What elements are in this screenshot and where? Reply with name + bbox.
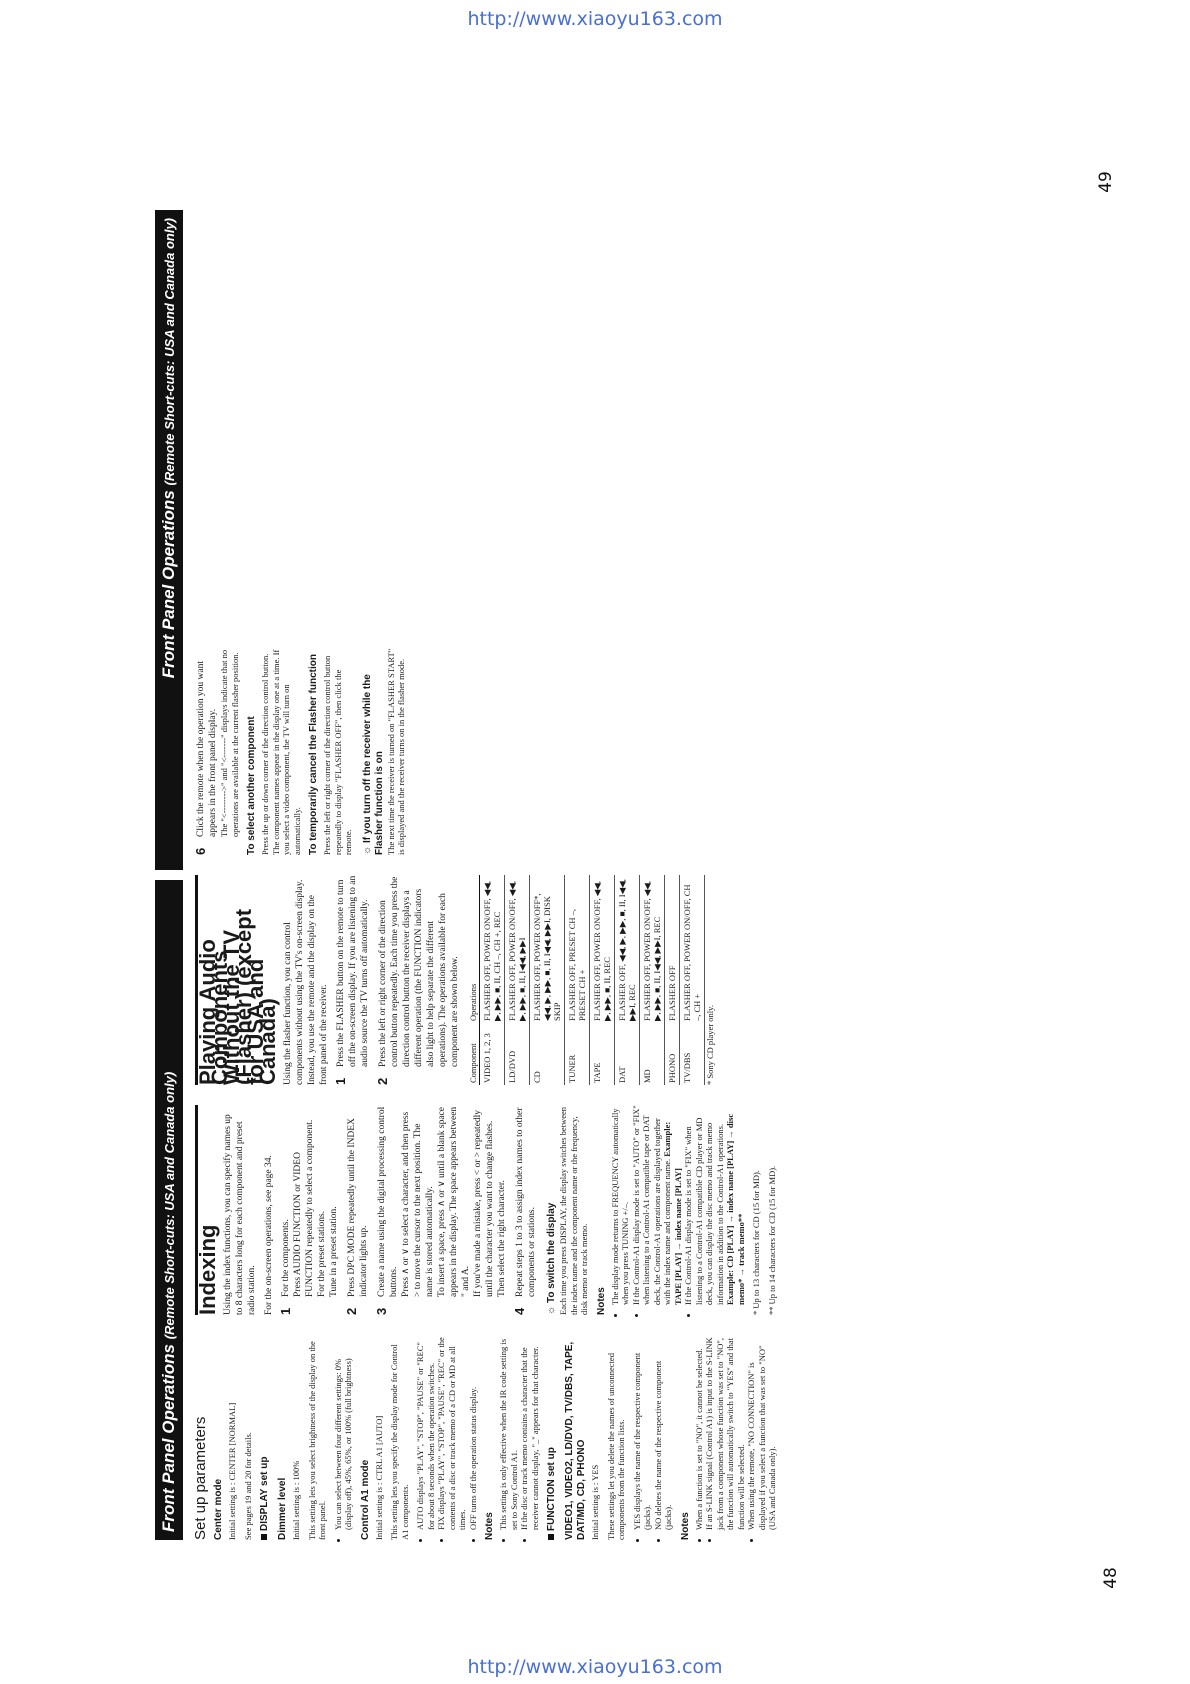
step-1-d: Tune in a preset station.	[329, 1206, 339, 1297]
square-bullet-icon	[261, 1534, 267, 1540]
step-2: 2 Press the left or right corner of the direction control button repeatedly. Each time you press the direction control button the receiver displays a different operation (the FUNCTION indicators also light to help separate the different operations). The operations available for each component are shown below.	[375, 876, 460, 1085]
function-list: VIDEO1, VIDEO2, LD/DVD, TV/DBS, TAPE, DAT/MD, CD, PHONO	[564, 1341, 587, 1540]
note-item: • If the Control-A1 display mode is set to "FIX" when listening to a Control-A1 compatible CD player or MD deck, you can display the disc memo and track memo information in addition to the Control-A1 operations. Example: CD [PLAY] → index name [PLAY] → disc memo* → track memo**	[683, 1105, 746, 1305]
bottom-url[interactable]: http://www.xiaoyu163.com	[467, 1656, 723, 1678]
note-item: • The display mode returns to FREQUENCY automatically when you press TUNING +/–.	[610, 1105, 631, 1305]
note-item: • When a function is set to "NO", it cannot be selected.	[694, 1335, 705, 1530]
banner-right-sub: (Remote Short-cuts: USA and Canada only)	[162, 218, 177, 486]
step-2: 2 Press DPC MODE repeatedly until the INDEX indicator lights up.	[344, 1118, 369, 1315]
indexing-heading: Indexing	[195, 1105, 214, 1315]
notes-heading: Notes	[484, 1512, 495, 1540]
component-cell: PHONO	[665, 1023, 680, 1085]
table-footnote: * Sony CD player only.	[705, 1005, 715, 1085]
table-header: Operations	[467, 875, 480, 1023]
square-bullet-icon	[548, 1534, 554, 1540]
component-cell: TAPE	[590, 1023, 615, 1085]
table-row	[530, 875, 565, 1085]
table-row	[615, 875, 640, 1085]
note-item: • If an S-LINK signal (Control A1) is input to the S-LINK jack from a component whose function was set to "NO", the function will automatically switch to "YES" and that function will be selected.	[704, 1335, 746, 1530]
cancel-flasher-heading: To temporarily cancel the Flasher function	[308, 654, 319, 855]
note-item: • This setting is only effective when the IR code setting is set to Sony Control A1.	[498, 1335, 519, 1530]
operations-cell: FLASHER OFF, POWER ON/OFF*, ◀◀, ▶, ▶▶, ■, II, I◀◀, ▶▶I, DISK SKIP	[530, 875, 565, 1023]
operations-cell: FLASHER OFF, ◀◀, ▶, ▶▶, ■, II, I◀◀, ▶▶I, REC	[615, 875, 640, 1023]
control-a1-off: • OFF turns off the operation status display.	[468, 1335, 479, 1530]
table-row	[665, 875, 680, 1085]
table-row	[505, 875, 530, 1085]
control-a1-desc: This setting lets you specify the display mode for Control A1 components.	[389, 1344, 410, 1540]
operations-cell: FLASHER OFF, POWER ON/OFF, CH –, CH +	[680, 875, 705, 1023]
cancel-flasher-body: Press the left or right corner of the direction control button repeatedly to display "FLASHER OFF", then click the remote.	[322, 655, 353, 855]
column-setup-parameters	[192, 1335, 783, 1540]
step-1-b: Press AUDIO FUNCTION or VIDEO FUNCTION repeatedly to select a component.	[293, 1119, 315, 1297]
page-number-right: 49	[1095, 171, 1116, 193]
flasher-intro: Using the flasher function, you can control components without using the TV's on-screen display. Instead, you use the remote and the display on the front panel of the receiver.	[283, 879, 329, 1085]
function-yes: • YES displays the name of the respective component (jacks).	[632, 1335, 653, 1530]
operations-cell: FLASHER OFF, POWER ON/OFF, ◀◀, ▶, ▶▶, ■, II, I◀◀, ▶▶I, REC	[640, 875, 665, 1023]
dimmer-initial: Initial setting is : 100%	[291, 1460, 301, 1540]
operations-cell: FLASHER OFF, POWER ON/OFF, ◀◀, ▶, ▶▶, ■, II, REC	[590, 875, 615, 1023]
select-component-body: Press the up or down corner of the direction control button. The component names appear in the display one at a time. If you select a video component, the TV will turn on automatically.	[260, 649, 302, 855]
indexing-intro: Using the index functions, you can specify names up to 8 characters long for each component and preset radio station.	[223, 1114, 257, 1315]
function-desc: These settings let you delete the names of unconnected components from the function lists.	[605, 1353, 626, 1540]
function-initial: Initial setting is : YES	[590, 1464, 600, 1540]
center-mode-heading: Center mode	[213, 1478, 224, 1540]
component-cell: TV/DBS	[680, 1023, 705, 1085]
function-setup-heading: FUNCTION set up	[546, 1335, 558, 1540]
step-1: 1 For the components. Press AUDIO FUNCTION or VIDEO FUNCTION repeatedly to select a component. For the preset stations. Tune in a preset station.	[280, 1105, 340, 1315]
step-3: 3 Create a name using the digital processing control buttons. Press ∧ or ∨ to select a character, and then press > to move the cursor to the next position. The name is stored automatically. To insert a space, press ∧ or ∨ until a blank space appears in the display. The space appears between " and A. If you've made a mistake, press < or > repeatedly until the character you want to change flashes. Then select the right character.	[374, 1106, 507, 1315]
banner-right	[155, 210, 183, 870]
notes-heading: Notes	[679, 1512, 691, 1540]
operations-cell: FLASHER OFF, PRESET CH –, PRESET CH +	[565, 875, 590, 1023]
tip-icon: ☼	[546, 1303, 557, 1315]
page-number-left: 48	[1100, 1567, 1121, 1589]
operations-cell: FLASHER OFF, POWER ON/OFF, ◀◀, ▶, ▶▶, ■, II, I◀◀, ▶▶I	[505, 875, 530, 1023]
onscreen-ref: For the on-screen operations, see page 34.	[264, 1155, 274, 1315]
tip-switch-display: ☼ To switch the display	[546, 1202, 557, 1315]
control-a1-heading: Control A1 mode	[359, 1459, 371, 1540]
control-a1-auto: • AUTO displays "PLAY", "STOP", "PAUSE" or "REC" for about 8 seconds when the operation switches.	[415, 1335, 436, 1530]
dimmer-heading: Dimmer level	[277, 1477, 288, 1540]
top-url[interactable]: http://www.xiaoyu163.com	[467, 8, 723, 30]
component-cell: LD/DVD	[505, 1023, 530, 1085]
table-row	[640, 875, 665, 1085]
table-row	[565, 875, 590, 1085]
tip-icon: ☼	[361, 843, 373, 855]
column-flasher	[195, 875, 721, 1085]
table-row	[680, 875, 705, 1085]
tip-receiver-off: ☼ If you turn off the receiver while the Flasher function is on	[361, 674, 385, 855]
step-1: 1 Press the FLASHER button on the remote to turn off the on-screen display. If you are listening to an audio source the TV turns off automatically.	[333, 875, 370, 1085]
banner-left-sub: (Remote Short-cuts: USA and Canada only)	[162, 1071, 177, 1340]
tip-body: Each time you press DISPLAY, the display switches between the index name and the component name or the frequency, disk memo or track memo.	[558, 1107, 589, 1315]
component-cell: VIDEO 1, 2, 3	[480, 1023, 505, 1085]
rotated-spread	[155, 210, 1035, 1540]
dimmer-options: • You can select between four different settings: 0% (display off), 45%, 65%, or 100% (full brightness)	[333, 1335, 354, 1530]
component-cell: DAT	[615, 1023, 640, 1085]
setup-heading: Set up parameters	[192, 1416, 209, 1540]
column-flasher-cont	[195, 645, 412, 855]
step-1-c: For the preset stations.	[317, 1210, 327, 1297]
banner-left-title: Front Panel Operations	[159, 1344, 178, 1532]
footnote: * Up to 13 characters for CD (15 for MD).	[751, 1170, 761, 1315]
component-cell: CD	[530, 1023, 565, 1085]
operations-cell: FLASHER OFF	[665, 875, 680, 1023]
function-no: • NO deletes the name of the respective component (jacks).	[653, 1335, 674, 1530]
banner-right-title: Front Panel Operations	[159, 490, 178, 679]
table-row	[480, 875, 505, 1085]
step-6: 6 Click the remote when the operation you want appears in the front panel display. The "<-------->" and "<-------" displays indicate that no operations are available at the current flasher position.	[193, 649, 240, 855]
control-a1-initial: Initial setting is : CTRL A1 [AUTO]	[373, 1415, 384, 1540]
dimmer-desc: This setting lets you select brightness of the display on the front panel.	[306, 1341, 327, 1540]
operations-table	[467, 875, 705, 1085]
notes-heading: Notes	[595, 1287, 607, 1315]
control-a1-fix: • FIX displays "PLAY", "STOP", "PAUSE", "REC" or the contents of a disc or track memo of a CD or MD at all times.	[436, 1335, 468, 1530]
note-item: • If the disc or track memo contains a character that the receiver cannot display, "_" appears for that character.	[519, 1335, 540, 1530]
tip-receiver-off-body: The next time the receiver is turned on "FLASHER START" is displayed and the receiver turns on in the flasher mode.	[385, 648, 406, 855]
table-row	[590, 875, 615, 1085]
table-header: Component	[467, 1023, 480, 1085]
component-cell: TUNER	[565, 1023, 590, 1085]
operations-cell: FLASHER OFF, POWER ON/OFF, ◀◀, ▶, ▶▶, ■, II, CH –, CH +, REC	[480, 875, 505, 1023]
flasher-heading: Playing Audio Components Without the TV (Flasher) (except for USA and Canada)	[195, 875, 274, 1085]
step-4: 4 Repeat steps 1 to 3 to assign index names to other components or stations.	[512, 1107, 537, 1315]
component-cell: MD	[640, 1023, 665, 1085]
banner-left	[155, 880, 183, 1540]
column-indexing	[195, 1105, 782, 1315]
display-setup-heading: DISPLAY set up	[259, 1335, 271, 1540]
select-component-heading: To select another component	[246, 716, 257, 855]
center-mode-initial: Initial setting is : CENTER [NORMAL]	[227, 1402, 237, 1540]
footnote: ** Up to 14 characters for CD (15 for MD).	[766, 1165, 777, 1315]
center-mode-ref: See pages 19 and 20 for details.	[242, 1432, 253, 1540]
step-1-a: For the components.	[281, 1219, 291, 1297]
note-item: • When using the remote, "NO CONNECTION" is displayed if you select a function that was set to "NO" (USA and Canada only).	[746, 1335, 778, 1530]
note-item: • If the Control-A1 display mode is set to "AUTO" or "FIX" when listening to a Control-A1 compatible tape or DAT deck, the Control-A1 operations are displayed together with the index name and component name. Example: TAPE [PLAY] → index name [PLAY]	[631, 1105, 684, 1305]
